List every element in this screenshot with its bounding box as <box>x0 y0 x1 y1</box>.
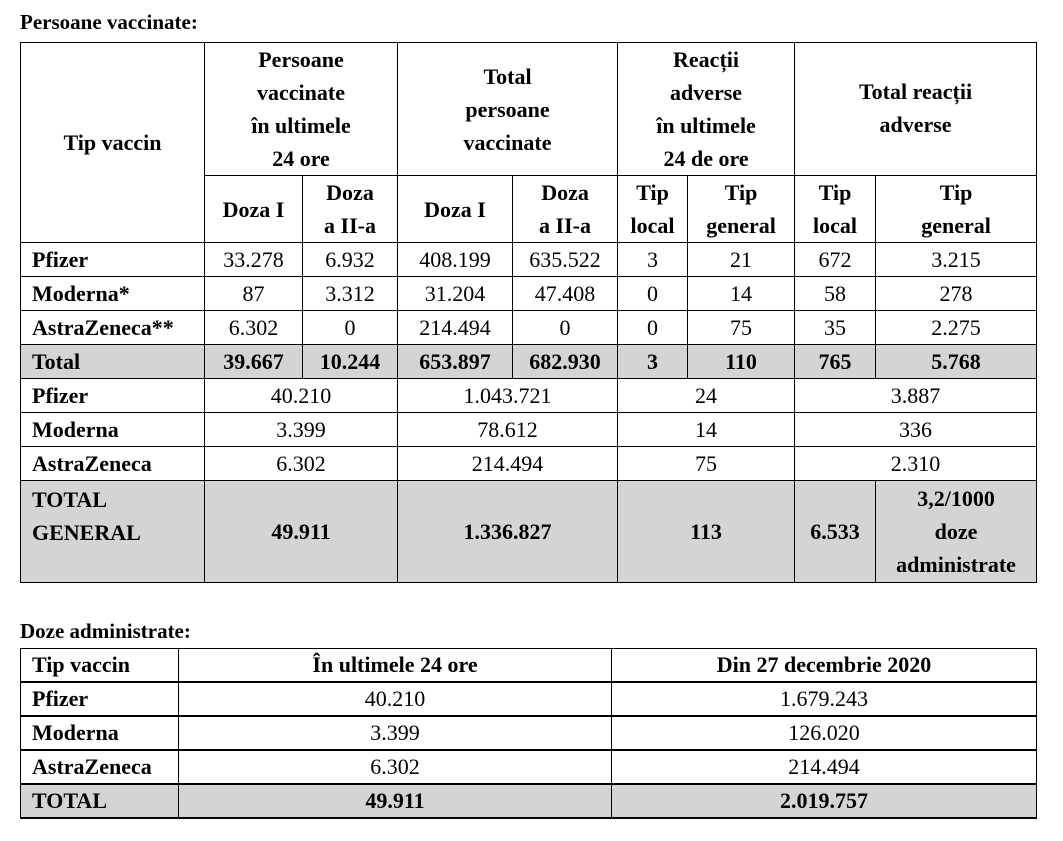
table-row <box>21 277 1037 311</box>
cell: 1.336.827 <box>398 481 618 583</box>
cell: 39.667 <box>205 345 303 379</box>
row-name: Moderna* <box>21 277 205 311</box>
header-line: Doza <box>541 180 589 205</box>
cell: 2.275 <box>876 311 1037 345</box>
cell: 3.312 <box>303 277 398 311</box>
header-line: 24 de ore <box>663 146 749 171</box>
cell: 278 <box>876 277 1037 311</box>
table-row <box>21 716 1037 750</box>
rate-line: 3,2/1000 <box>917 486 995 511</box>
persoane-vaccinate-title: Persoane vaccinate: <box>20 10 198 34</box>
persoane-vaccinate-table <box>20 42 1037 583</box>
rate-cell <box>876 481 1037 583</box>
row-name: TOTAL <box>21 784 179 818</box>
doze-administrate-table <box>20 648 1037 819</box>
row-name: Pfizer <box>21 682 179 716</box>
header-line: Persoane <box>258 47 344 72</box>
cell: 3.399 <box>179 716 612 750</box>
header-tip-local <box>795 176 876 243</box>
cell: 49.911 <box>179 784 612 818</box>
total-row <box>21 784 1037 818</box>
header-doza2 <box>303 176 398 243</box>
rate-line: doze <box>934 519 978 544</box>
cell: 126.020 <box>612 716 1037 750</box>
header-line: vaccinate <box>257 80 345 105</box>
cell: 10.244 <box>303 345 398 379</box>
header-line: în ultimele <box>656 113 756 138</box>
cell: 21 <box>688 243 795 277</box>
header-line: Tip <box>724 180 758 205</box>
cell: 3 <box>618 243 688 277</box>
header-doza1: Doza I <box>205 176 303 243</box>
header-line: vaccinate <box>463 129 552 155</box>
cell: 0 <box>513 311 618 345</box>
cell: 3 <box>618 345 688 379</box>
header-line: persoane <box>465 96 550 122</box>
header-line: adverse <box>879 112 952 137</box>
cell: 31.204 <box>398 277 513 311</box>
header-line: local <box>813 213 858 238</box>
cell: 113 <box>618 481 795 583</box>
summary-row <box>21 447 1037 481</box>
cell: 6.533 <box>795 481 876 583</box>
row-name: Pfizer <box>21 379 205 413</box>
cell: 1.043.721 <box>398 379 618 413</box>
header-tip-vaccin: Tip vaccin <box>21 43 205 243</box>
cell: 110 <box>688 345 795 379</box>
header-tip-general <box>876 176 1037 243</box>
row-name-line: TOTAL <box>32 487 107 512</box>
cell: 0 <box>618 311 688 345</box>
cell: 14 <box>618 413 795 447</box>
cell: 6.302 <box>205 447 398 481</box>
header-reactii-24h <box>618 43 795 176</box>
row-name: AstraZeneca <box>21 750 179 784</box>
cell: 0 <box>618 277 688 311</box>
header-line: Tip <box>636 180 669 205</box>
header-line: general <box>921 213 991 238</box>
header-doza2 <box>513 176 618 243</box>
table-row <box>21 243 1037 277</box>
cell: 24 <box>618 379 795 413</box>
cell: 672 <box>795 243 876 277</box>
header-line: Total reacții <box>859 79 973 104</box>
cell: 6.302 <box>205 311 303 345</box>
header-line: Doza <box>326 180 374 205</box>
header-tip-local <box>618 176 688 243</box>
cell: 47.408 <box>513 277 618 311</box>
header-line: a II-a <box>324 213 376 238</box>
cell: 3.399 <box>205 413 398 447</box>
cell: 0 <box>303 311 398 345</box>
doze-administrate-title: Doze administrate: <box>20 619 191 643</box>
header-tip-vaccin: Tip vaccin <box>21 649 179 683</box>
header-total-persoane <box>398 43 618 176</box>
cell: 58 <box>795 277 876 311</box>
header-total-reactii <box>795 43 1037 176</box>
total-row <box>21 345 1037 379</box>
summary-row <box>21 413 1037 447</box>
header-line: general <box>706 213 776 238</box>
table-row <box>21 750 1037 784</box>
cell: 653.897 <box>398 345 513 379</box>
cell: 6.932 <box>303 243 398 277</box>
header-line: a II-a <box>539 213 591 238</box>
cell: 87 <box>205 277 303 311</box>
cell: 2.019.757 <box>612 784 1037 818</box>
cell: 78.612 <box>398 413 618 447</box>
table-row <box>21 311 1037 345</box>
header-line: 24 ore <box>272 146 330 171</box>
cell: 6.302 <box>179 750 612 784</box>
cell: 214.494 <box>612 750 1037 784</box>
row-name: Moderna <box>21 413 205 447</box>
table-row <box>21 682 1037 716</box>
cell: 3.887 <box>795 379 1037 413</box>
header-persoane-24h <box>205 43 398 176</box>
cell: 408.199 <box>398 243 513 277</box>
cell: 635.522 <box>513 243 618 277</box>
cell: 75 <box>618 447 795 481</box>
total-general-row <box>21 481 1037 583</box>
header-din-27-dec: Din 27 decembrie 2020 <box>612 649 1037 683</box>
header-line: în ultimele <box>251 113 351 138</box>
cell: 3.215 <box>876 243 1037 277</box>
row-name: Total <box>21 345 205 379</box>
cell: 75 <box>688 311 795 345</box>
header-line: adverse <box>669 80 743 105</box>
cell: 682.930 <box>513 345 618 379</box>
header-doza1: Doza I <box>398 176 513 243</box>
row-name: Moderna <box>21 716 179 750</box>
cell: 214.494 <box>398 447 618 481</box>
cell: 336 <box>795 413 1037 447</box>
cell: 33.278 <box>205 243 303 277</box>
row-name-line: GENERAL <box>32 520 141 545</box>
cell: 1.679.243 <box>612 682 1037 716</box>
header-line: local <box>630 213 675 238</box>
row-name: AstraZeneca <box>21 447 205 481</box>
row-name: AstraZeneca** <box>21 311 205 345</box>
cell: 765 <box>795 345 876 379</box>
cell: 5.768 <box>876 345 1037 379</box>
header-line: Total <box>483 63 532 89</box>
header-ultimele-24: În ultimele 24 ore <box>179 649 612 683</box>
cell: 2.310 <box>795 447 1037 481</box>
cell: 14 <box>688 277 795 311</box>
row-name <box>21 481 205 583</box>
cell: 40.210 <box>205 379 398 413</box>
header-line: Tip <box>818 180 852 205</box>
row-name: Pfizer <box>21 243 205 277</box>
header-line: Tip <box>939 180 973 205</box>
header-row <box>21 649 1037 683</box>
cell: 40.210 <box>179 682 612 716</box>
header-line: Reacții <box>673 47 739 72</box>
summary-row <box>21 379 1037 413</box>
cell: 214.494 <box>398 311 513 345</box>
cell: 35 <box>795 311 876 345</box>
cell: 49.911 <box>205 481 398 583</box>
rate-line: administrate <box>896 552 1016 577</box>
header-tip-general <box>688 176 795 243</box>
